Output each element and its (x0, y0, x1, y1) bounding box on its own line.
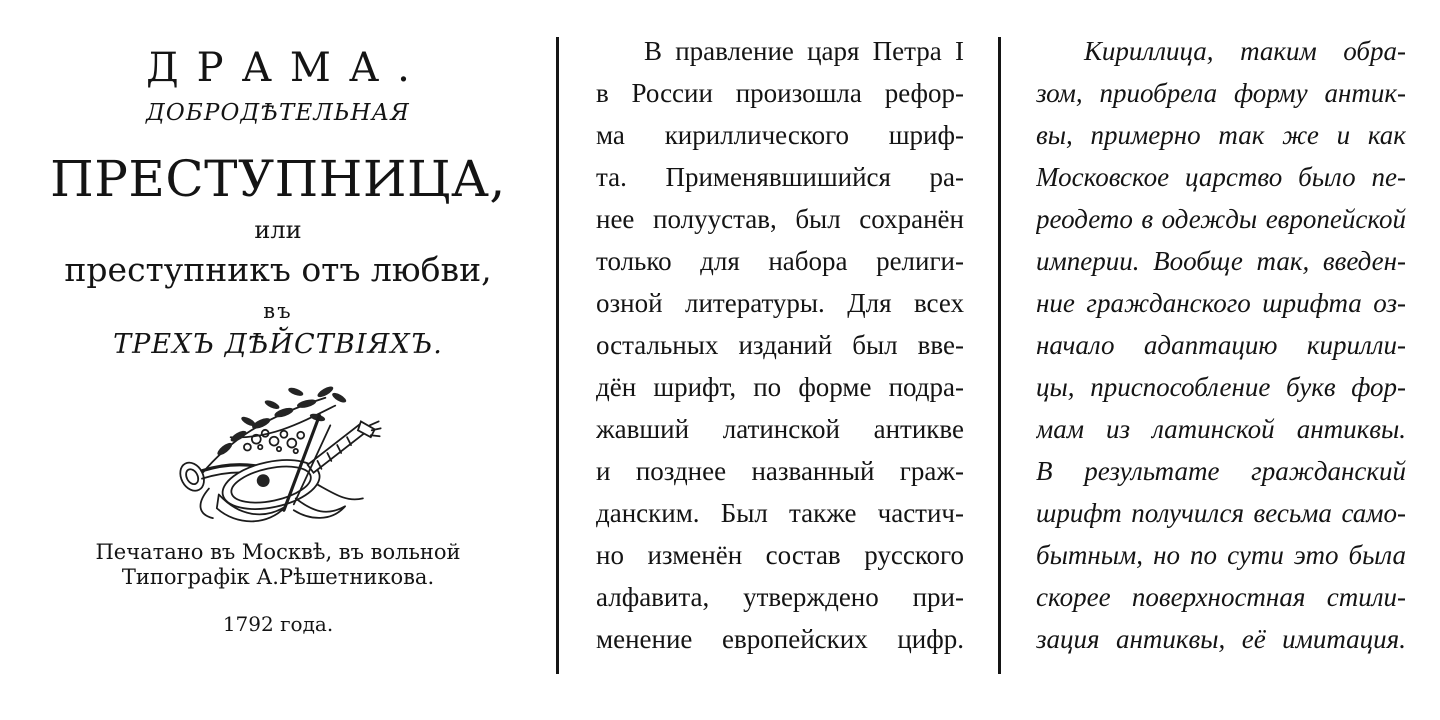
word: Для (847, 288, 892, 318)
word: состав (765, 540, 841, 570)
word: изданий (738, 330, 833, 360)
word: как (1367, 120, 1406, 150)
word: весьма (1253, 498, 1332, 528)
text-line (1036, 162, 1406, 204)
word: реодето (1036, 204, 1133, 234)
word: ма (596, 120, 625, 150)
word: вы, (1036, 120, 1073, 150)
right-text-column (1036, 36, 1406, 686)
year-line: 1792 года. (222, 611, 334, 636)
imprint (0, 540, 556, 590)
word: начало (1036, 330, 1115, 360)
text-line (596, 78, 964, 120)
word: но (596, 540, 624, 570)
word: также (788, 498, 857, 528)
word: зация (1036, 624, 1100, 654)
word: I (954, 36, 964, 66)
word: только (596, 246, 672, 276)
middle-text-column (596, 36, 964, 686)
text-line (1036, 120, 1406, 162)
word: был (795, 204, 841, 234)
word: России (631, 78, 713, 108)
text-line (596, 582, 964, 624)
word: поверхностная (1131, 582, 1306, 612)
word: букв (1285, 372, 1336, 402)
word: так, (1256, 246, 1310, 276)
word: в (596, 78, 609, 108)
text-line (1036, 540, 1406, 582)
word: полуустав, (653, 204, 777, 234)
word: бытным, (1036, 540, 1144, 570)
word: В (1036, 456, 1053, 486)
text-line (1036, 204, 1406, 246)
word: шриф- (888, 120, 964, 150)
word: по (753, 372, 782, 402)
acts-line: ТРЕХЪ ДѢЙСТВІЯХЪ. (113, 329, 443, 361)
word: и (596, 456, 611, 486)
word: для (700, 246, 740, 276)
word: алфавита, (596, 582, 710, 612)
word: Был (720, 498, 768, 528)
word: антик- (1324, 78, 1406, 108)
word: литературы. (684, 288, 825, 318)
word: названный (751, 456, 875, 486)
word: само- (1341, 498, 1406, 528)
word: кириллического (664, 120, 849, 150)
text-line (596, 120, 964, 162)
word: остальных (596, 330, 719, 360)
word: же (1282, 120, 1319, 150)
word: форме (798, 372, 872, 402)
word: результате (1084, 456, 1220, 486)
word: обра- (1343, 36, 1406, 66)
word: Кириллица, (1084, 36, 1214, 66)
text-line (596, 414, 964, 456)
word: это (1293, 540, 1339, 570)
text-line (596, 204, 964, 246)
word: набора (768, 246, 848, 276)
word: Петра (872, 36, 942, 66)
word: мам (1036, 414, 1084, 444)
word: антикве (873, 414, 964, 444)
word: Вообще (1153, 246, 1243, 276)
word: оз- (1373, 288, 1406, 318)
word: менение (596, 624, 693, 654)
word: фор- (1351, 372, 1406, 402)
title-page-column (0, 0, 556, 720)
main-title: ПРЕСТУПНИЦА, (50, 150, 506, 209)
word: антиквы, (1116, 624, 1226, 654)
word: имитация. (1282, 624, 1406, 654)
text-line (596, 330, 964, 372)
word: Применявшишийся (665, 162, 891, 192)
column-divider-right (998, 37, 1001, 674)
column-divider-left (556, 37, 559, 674)
word: нее (596, 204, 635, 234)
text-line (596, 372, 964, 414)
word: произошла (735, 78, 862, 108)
word: введен- (1322, 246, 1406, 276)
word: приспособление (1090, 372, 1271, 402)
word: стили- (1326, 582, 1406, 612)
text-line (1036, 288, 1406, 330)
word: та. (596, 162, 627, 192)
word: из (1106, 414, 1131, 444)
word: антиквы. (1296, 414, 1406, 444)
word: одежды (1161, 204, 1258, 234)
word: жавший (596, 414, 690, 444)
word: правление (675, 36, 794, 66)
word: царя (807, 36, 860, 66)
word: цы, (1036, 372, 1075, 402)
word: царство (1185, 162, 1283, 192)
subtitle-virtuous: ДОБРОДѢТЕЛЬНАЯ (146, 100, 410, 126)
word: так (1218, 120, 1265, 150)
alternative-title: преступникъ отъ любви, (64, 250, 492, 290)
text-line (1036, 372, 1406, 414)
word: позднее (635, 456, 727, 486)
text-line (1036, 456, 1406, 498)
word: сути (1227, 540, 1284, 570)
word: адаптацию (1143, 330, 1278, 360)
word: форму (1233, 78, 1308, 108)
text-line (1036, 246, 1406, 288)
word: всех (913, 288, 964, 318)
word: граж- (899, 456, 964, 486)
text-line (596, 540, 964, 582)
text-line (1036, 414, 1406, 456)
text-line (1036, 582, 1406, 624)
word: при- (912, 582, 964, 612)
word: гражданский (1251, 456, 1406, 486)
text-line (596, 36, 964, 78)
preposition-in: въ (263, 298, 293, 323)
text-line (1036, 78, 1406, 120)
word: кирилли- (1306, 330, 1406, 360)
word: латинской (1152, 414, 1275, 444)
text-line (1036, 624, 1406, 666)
word: цифр. (897, 624, 964, 654)
word: частич- (877, 498, 964, 528)
word: но (1153, 540, 1180, 570)
word: и (1336, 120, 1351, 150)
word: ра- (929, 162, 964, 192)
word: озной (596, 288, 663, 318)
text-line (596, 498, 964, 540)
text-line (596, 246, 964, 288)
ornament-engraving-image (168, 378, 388, 528)
word: Московское (1036, 162, 1170, 192)
word: латинской (722, 414, 840, 444)
word: пе- (1371, 162, 1406, 192)
word: подра- (888, 372, 964, 402)
word: шрифт (1036, 498, 1122, 528)
word: данским. (596, 498, 700, 528)
word: дён (596, 372, 637, 402)
text-line (596, 288, 964, 330)
word: русского (864, 540, 964, 570)
word: вве- (917, 330, 964, 360)
word: таким (1240, 36, 1317, 66)
word: приобрела (1099, 78, 1218, 108)
word: шрифта (1262, 288, 1362, 318)
floral-trophy-icon (168, 378, 388, 528)
word: империи. (1036, 246, 1140, 276)
word: было (1298, 162, 1356, 192)
text-line (596, 456, 964, 498)
word: религи- (876, 246, 964, 276)
word: получился (1131, 498, 1244, 528)
word: её (1241, 624, 1266, 654)
word: европейских (722, 624, 868, 654)
text-line (1036, 330, 1406, 372)
conjunction-or: или (254, 216, 302, 245)
word: в (1141, 204, 1154, 234)
word: ние (1036, 288, 1075, 318)
text-line (1036, 36, 1406, 78)
text-line (596, 162, 964, 204)
text-line (1036, 498, 1406, 540)
word: рефор- (884, 78, 964, 108)
word: В (644, 36, 663, 66)
word: зом, (1036, 78, 1083, 108)
word: примерно (1090, 120, 1201, 150)
word: скорее (1036, 582, 1111, 612)
word: гражданского (1086, 288, 1251, 318)
word: была (1348, 540, 1406, 570)
word: по (1190, 540, 1218, 570)
word: изменён (647, 540, 743, 570)
word: шрифт, (653, 372, 737, 402)
word: сохранён (859, 204, 964, 234)
imprint-line-1: Печатано въ Москвѣ, въ вольной (95, 539, 461, 564)
word: европейской (1265, 204, 1406, 234)
word: утверждено (743, 582, 879, 612)
text-line (596, 624, 964, 666)
genre-heading: ДРАМА. (146, 45, 428, 91)
imprint-line-2: Типографік А.Рѣшетникова. (121, 564, 435, 589)
word: был (852, 330, 898, 360)
